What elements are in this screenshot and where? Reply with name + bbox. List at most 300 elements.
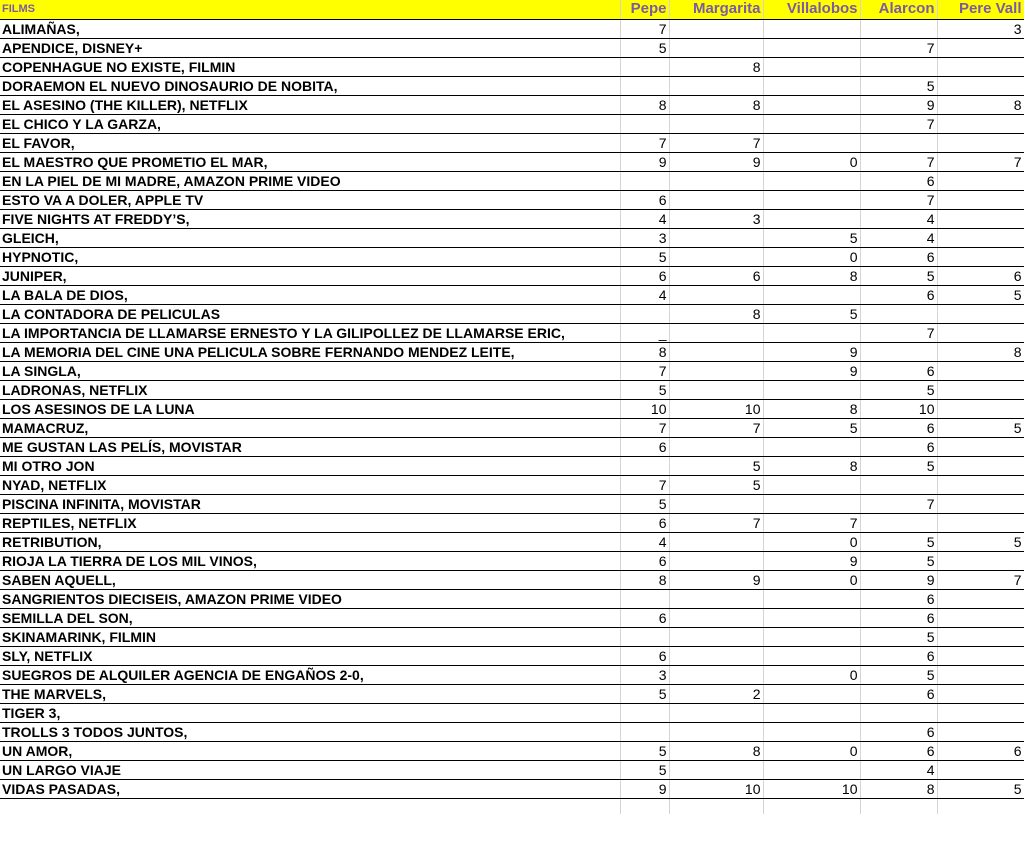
score-cell[interactable]: 9 (669, 570, 763, 589)
film-title-cell[interactable]: FIVE NIGHTS AT FREDDY’S, (0, 209, 620, 228)
film-title-cell[interactable]: VIDAS PASADAS, (0, 779, 620, 798)
score-cell[interactable] (669, 190, 763, 209)
score-cell[interactable]: 5 (937, 532, 1024, 551)
table-row (0, 19, 1024, 38)
score-cell[interactable] (669, 323, 763, 342)
table-row (0, 437, 1024, 456)
film-title-cell[interactable]: UN AMOR, (0, 741, 620, 760)
score-cell[interactable]: 3 (937, 19, 1024, 38)
score-cell[interactable] (763, 437, 860, 456)
table-row (0, 494, 1024, 513)
table-row (0, 266, 1024, 285)
score-cell[interactable] (620, 57, 669, 76)
score-cell[interactable]: 8 (763, 399, 860, 418)
score-cell[interactable]: 8 (669, 304, 763, 323)
score-cell[interactable]: 5 (860, 665, 937, 684)
film-title-cell[interactable]: LA IMPORTANCIA DE LLAMARSE ERNESTO Y LA GILIPOLLEZ DE LLAMARSE ERIC, (0, 323, 620, 342)
empty-cell[interactable] (937, 798, 1024, 814)
critic-header-pepe[interactable]: Pepe (620, 0, 669, 19)
score-cell[interactable]: 6 (620, 608, 669, 627)
score-cell[interactable] (620, 627, 669, 646)
score-cell[interactable] (937, 475, 1024, 494)
score-cell[interactable] (669, 665, 763, 684)
score-cell[interactable] (937, 589, 1024, 608)
score-cell[interactable] (937, 646, 1024, 665)
score-cell[interactable]: 6 (860, 646, 937, 665)
score-cell[interactable]: 8 (937, 342, 1024, 361)
score-cell[interactable]: 6 (860, 722, 937, 741)
score-cell[interactable] (620, 456, 669, 475)
score-cell[interactable] (763, 494, 860, 513)
score-cell[interactable] (763, 95, 860, 114)
score-cell[interactable] (669, 19, 763, 38)
table-row (0, 646, 1024, 665)
score-cell[interactable]: 5 (620, 684, 669, 703)
film-title-cell[interactable]: MI OTRO JON (0, 456, 620, 475)
film-title-cell[interactable]: EL MAESTRO QUE PROMETIO EL MAR, (0, 152, 620, 171)
score-cell[interactable]: 8 (620, 342, 669, 361)
film-title-cell[interactable]: EL ASESINO (THE KILLER), NETFLIX (0, 95, 620, 114)
empty-cell[interactable] (0, 798, 620, 814)
score-cell[interactable]: 8 (763, 266, 860, 285)
score-cell[interactable] (669, 760, 763, 779)
table-row (0, 209, 1024, 228)
score-cell[interactable] (763, 114, 860, 133)
score-cell[interactable]: 7 (620, 475, 669, 494)
score-cell[interactable]: 0 (763, 247, 860, 266)
score-cell[interactable] (937, 437, 1024, 456)
score-cell[interactable] (763, 684, 860, 703)
score-cell[interactable] (763, 380, 860, 399)
score-cell[interactable]: 7 (620, 19, 669, 38)
table-row (0, 323, 1024, 342)
score-cell[interactable]: 7 (860, 323, 937, 342)
score-cell[interactable]: 5 (620, 760, 669, 779)
score-cell[interactable]: 6 (937, 266, 1024, 285)
score-cell[interactable]: 4 (860, 209, 937, 228)
film-title-cell[interactable]: APENDICE, DISNEY+ (0, 38, 620, 57)
score-cell[interactable] (937, 323, 1024, 342)
table-row (0, 741, 1024, 760)
table-row (0, 456, 1024, 475)
score-cell[interactable]: 5 (860, 76, 937, 95)
score-cell[interactable]: 6 (860, 171, 937, 190)
score-cell[interactable] (937, 190, 1024, 209)
score-cell[interactable]: 3 (620, 665, 669, 684)
score-cell[interactable] (669, 437, 763, 456)
score-cell[interactable] (763, 38, 860, 57)
table-row (0, 228, 1024, 247)
film-title-cell[interactable]: SANGRIENTOS DIECISEIS, AMAZON PRIME VIDEO (0, 589, 620, 608)
table-row (0, 304, 1024, 323)
score-cell[interactable]: 4 (620, 285, 669, 304)
score-cell[interactable]: 7 (669, 513, 763, 532)
score-cell[interactable]: 4 (860, 228, 937, 247)
score-cell[interactable] (937, 684, 1024, 703)
score-cell[interactable]: 10 (763, 779, 860, 798)
empty-cell[interactable] (763, 798, 860, 814)
score-cell[interactable]: 6 (860, 589, 937, 608)
header-row (0, 0, 1024, 19)
film-title-cell[interactable]: HYPNOTIC, (0, 247, 620, 266)
score-cell[interactable]: 8 (669, 95, 763, 114)
score-cell[interactable] (620, 722, 669, 741)
score-cell[interactable]: 6 (860, 608, 937, 627)
film-title-cell[interactable]: LADRONAS, NETFLIX (0, 380, 620, 399)
table-row (0, 551, 1024, 570)
film-title-cell[interactable]: PISCINA INFINITA, MOVISTAR (0, 494, 620, 513)
score-cell[interactable]: 8 (620, 95, 669, 114)
score-cell[interactable] (937, 247, 1024, 266)
score-cell[interactable]: 5 (763, 304, 860, 323)
score-cell[interactable] (937, 551, 1024, 570)
film-title-cell[interactable]: EN LA PIEL DE MI MADRE, AMAZON PRIME VIDEO (0, 171, 620, 190)
table-row (0, 513, 1024, 532)
score-cell[interactable] (763, 209, 860, 228)
table-row (0, 532, 1024, 551)
empty-cell[interactable] (669, 798, 763, 814)
score-cell[interactable]: 9 (860, 570, 937, 589)
score-cell[interactable] (669, 76, 763, 95)
table-row (0, 114, 1024, 133)
score-cell[interactable] (860, 133, 937, 152)
score-cell[interactable]: 5 (620, 247, 669, 266)
score-cell[interactable] (669, 722, 763, 741)
score-cell[interactable]: 9 (620, 779, 669, 798)
score-cell[interactable] (937, 76, 1024, 95)
table-row (0, 152, 1024, 171)
score-cell[interactable]: 6 (620, 437, 669, 456)
score-cell[interactable]: 6 (937, 741, 1024, 760)
score-cell[interactable] (937, 627, 1024, 646)
score-cell[interactable]: 7 (669, 418, 763, 437)
score-cell[interactable]: 7 (620, 133, 669, 152)
score-cell[interactable] (937, 57, 1024, 76)
film-title-cell[interactable]: LA BALA DE DIOS, (0, 285, 620, 304)
score-cell[interactable] (669, 247, 763, 266)
score-cell[interactable]: 9 (860, 95, 937, 114)
score-cell[interactable] (669, 285, 763, 304)
score-cell[interactable] (620, 171, 669, 190)
score-cell[interactable]: 6 (620, 266, 669, 285)
score-cell[interactable]: 4 (620, 209, 669, 228)
film-title-cell[interactable]: SKINAMARINK, FILMIN (0, 627, 620, 646)
score-cell[interactable]: 4 (620, 532, 669, 551)
table-row (0, 38, 1024, 57)
table-row (0, 399, 1024, 418)
table-row (0, 722, 1024, 741)
score-cell[interactable]: 5 (860, 266, 937, 285)
score-cell[interactable] (669, 361, 763, 380)
score-cell[interactable] (937, 361, 1024, 380)
score-cell[interactable]: 5 (669, 456, 763, 475)
score-cell[interactable]: 7 (937, 570, 1024, 589)
score-cell[interactable]: 5 (937, 418, 1024, 437)
score-cell[interactable]: 6 (860, 361, 937, 380)
table-row (0, 665, 1024, 684)
table-row (0, 703, 1024, 722)
film-title-cell[interactable]: LA SINGLA, (0, 361, 620, 380)
score-cell[interactable] (669, 228, 763, 247)
table-row (0, 361, 1024, 380)
score-cell[interactable] (937, 304, 1024, 323)
table-row (0, 57, 1024, 76)
score-cell[interactable] (669, 171, 763, 190)
score-cell[interactable]: 5 (763, 228, 860, 247)
score-cell[interactable] (669, 646, 763, 665)
score-cell[interactable] (669, 380, 763, 399)
film-title-cell[interactable]: LOS ASESINOS DE LA LUNA (0, 399, 620, 418)
score-cell[interactable]: 7 (620, 361, 669, 380)
score-cell[interactable] (860, 513, 937, 532)
score-cell[interactable]: 5 (937, 285, 1024, 304)
score-cell[interactable]: 9 (669, 152, 763, 171)
score-cell[interactable] (860, 342, 937, 361)
score-cell[interactable]: 6 (860, 437, 937, 456)
score-cell[interactable] (763, 589, 860, 608)
score-cell[interactable]: 7 (860, 494, 937, 513)
film-title-cell[interactable]: SEMILLA DEL SON, (0, 608, 620, 627)
film-title-cell[interactable]: COPENHAGUE NO EXISTE, FILMIN (0, 57, 620, 76)
score-cell[interactable]: 7 (860, 38, 937, 57)
score-cell[interactable] (763, 722, 860, 741)
film-title-cell[interactable]: NYAD, NETFLIX (0, 475, 620, 494)
critic-header-villalobos[interactable]: Villalobos (763, 0, 860, 19)
score-cell[interactable]: 5 (620, 741, 669, 760)
score-cell[interactable] (620, 703, 669, 722)
score-cell[interactable]: 0 (763, 570, 860, 589)
score-cell[interactable]: 8 (763, 456, 860, 475)
film-title-cell[interactable]: SUEGROS DE ALQUILER AGENCIA DE ENGAÑOS 2-0, (0, 665, 620, 684)
score-cell[interactable]: 6 (860, 285, 937, 304)
score-cell[interactable] (669, 608, 763, 627)
table-row (0, 342, 1024, 361)
film-title-cell[interactable]: TIGER 3, (0, 703, 620, 722)
score-cell[interactable] (763, 190, 860, 209)
table-body (0, 19, 1024, 814)
film-title-cell[interactable]: DORAEMON EL NUEVO DINOSAURIO DE NOBITA, (0, 76, 620, 95)
score-cell[interactable] (669, 551, 763, 570)
score-cell[interactable]: 5 (860, 456, 937, 475)
score-cell[interactable]: 5 (937, 779, 1024, 798)
score-cell[interactable] (763, 646, 860, 665)
score-cell[interactable]: 5 (620, 494, 669, 513)
score-cell[interactable]: 5 (763, 418, 860, 437)
score-cell[interactable] (763, 760, 860, 779)
score-cell[interactable]: 8 (620, 570, 669, 589)
film-title-cell[interactable]: EL CHICO Y LA GARZA, (0, 114, 620, 133)
table-row (0, 190, 1024, 209)
table-row (0, 380, 1024, 399)
score-cell[interactable]: 9 (763, 361, 860, 380)
critic-header-margarita[interactable]: Margarita (669, 0, 763, 19)
score-cell[interactable] (937, 209, 1024, 228)
score-cell[interactable] (937, 665, 1024, 684)
table-row (0, 133, 1024, 152)
score-cell[interactable] (620, 114, 669, 133)
score-cell[interactable] (620, 304, 669, 323)
score-cell[interactable] (763, 285, 860, 304)
score-cell[interactable] (860, 19, 937, 38)
score-cell[interactable]: 0 (763, 665, 860, 684)
score-cell[interactable] (860, 304, 937, 323)
score-cell[interactable] (860, 703, 937, 722)
score-cell[interactable] (763, 703, 860, 722)
film-title-cell[interactable]: THE MARVELS, (0, 684, 620, 703)
film-title-cell[interactable]: SABEN AQUELL, (0, 570, 620, 589)
score-cell[interactable] (763, 627, 860, 646)
score-cell[interactable]: 9 (620, 152, 669, 171)
score-cell[interactable]: 6 (620, 646, 669, 665)
score-cell[interactable]: 7 (763, 513, 860, 532)
score-cell[interactable] (763, 76, 860, 95)
table-row (0, 285, 1024, 304)
score-cell[interactable] (620, 76, 669, 95)
table-row (0, 171, 1024, 190)
score-cell[interactable]: _ (620, 323, 669, 342)
film-title-cell[interactable]: REPTILES, NETFLIX (0, 513, 620, 532)
score-cell[interactable] (937, 703, 1024, 722)
score-cell[interactable] (669, 342, 763, 361)
films-header-cell[interactable]: FILMS (0, 0, 620, 19)
score-cell[interactable]: 9 (763, 551, 860, 570)
score-cell[interactable]: 5 (669, 475, 763, 494)
score-cell[interactable] (669, 589, 763, 608)
film-title-cell[interactable]: UN LARGO VIAJE (0, 760, 620, 779)
score-cell[interactable]: 6 (860, 741, 937, 760)
score-cell[interactable]: 2 (669, 684, 763, 703)
score-cell[interactable] (669, 494, 763, 513)
score-cell[interactable]: 5 (860, 380, 937, 399)
score-cell[interactable]: 8 (669, 57, 763, 76)
table-row (0, 76, 1024, 95)
score-cell[interactable]: 7 (860, 152, 937, 171)
score-cell[interactable]: 5 (620, 380, 669, 399)
critic-header-alarcon[interactable]: Alarcon (860, 0, 937, 19)
table-row (0, 475, 1024, 494)
film-title-cell[interactable]: LA CONTADORA DE PELICULAS (0, 304, 620, 323)
score-cell[interactable]: 6 (860, 247, 937, 266)
film-title-cell[interactable]: EL FAVOR, (0, 133, 620, 152)
film-title-cell[interactable]: RIOJA LA TIERRA DE LOS MIL VINOS, (0, 551, 620, 570)
empty-cell[interactable] (860, 798, 937, 814)
film-title-cell[interactable]: RETRIBUTION, (0, 532, 620, 551)
table-row (0, 247, 1024, 266)
score-cell[interactable] (669, 38, 763, 57)
score-cell[interactable] (763, 19, 860, 38)
score-cell[interactable] (937, 228, 1024, 247)
score-cell[interactable] (937, 760, 1024, 779)
score-cell[interactable]: 5 (620, 38, 669, 57)
score-cell[interactable]: 8 (937, 95, 1024, 114)
film-title-cell[interactable]: SLY, NETFLIX (0, 646, 620, 665)
score-cell[interactable]: 6 (669, 266, 763, 285)
score-cell[interactable]: 5 (860, 532, 937, 551)
score-cell[interactable] (937, 513, 1024, 532)
score-cell[interactable]: 10 (669, 779, 763, 798)
score-cell[interactable]: 0 (763, 741, 860, 760)
score-cell[interactable]: 7 (860, 114, 937, 133)
critic-header-pere-vall[interactable]: Pere Vall (937, 0, 1024, 19)
score-cell[interactable]: 6 (620, 513, 669, 532)
score-cell[interactable] (937, 38, 1024, 57)
table-row (0, 589, 1024, 608)
score-cell[interactable] (620, 589, 669, 608)
score-cell[interactable] (937, 133, 1024, 152)
score-cell[interactable]: 3 (669, 209, 763, 228)
score-cell[interactable]: 9 (763, 342, 860, 361)
score-cell[interactable]: 10 (669, 399, 763, 418)
score-cell[interactable] (937, 494, 1024, 513)
score-cell[interactable] (937, 399, 1024, 418)
table-row (0, 684, 1024, 703)
score-cell[interactable]: 6 (620, 551, 669, 570)
score-cell[interactable] (763, 608, 860, 627)
score-cell[interactable]: 0 (763, 532, 860, 551)
score-cell[interactable] (763, 475, 860, 494)
score-cell[interactable]: 6 (860, 418, 937, 437)
score-cell[interactable]: 10 (620, 399, 669, 418)
score-cell[interactable]: 10 (860, 399, 937, 418)
score-cell[interactable]: 7 (937, 152, 1024, 171)
score-cell[interactable] (860, 57, 937, 76)
score-cell[interactable] (669, 532, 763, 551)
score-cell[interactable]: 3 (620, 228, 669, 247)
film-title-cell[interactable]: JUNIPER, (0, 266, 620, 285)
score-cell[interactable]: 7 (620, 418, 669, 437)
score-cell[interactable] (937, 722, 1024, 741)
score-cell[interactable] (937, 608, 1024, 627)
score-cell[interactable] (860, 475, 937, 494)
score-cell[interactable] (763, 133, 860, 152)
score-cell[interactable] (763, 171, 860, 190)
film-title-cell[interactable]: ESTO VA A DOLER, APPLE TV (0, 190, 620, 209)
score-cell[interactable]: 4 (860, 760, 937, 779)
score-cell[interactable] (937, 380, 1024, 399)
score-cell[interactable] (763, 323, 860, 342)
table-row (0, 779, 1024, 798)
film-title-cell[interactable]: MAMACRUZ, (0, 418, 620, 437)
film-title-cell[interactable]: GLEICH, (0, 228, 620, 247)
empty-row (0, 798, 1024, 814)
table-row (0, 760, 1024, 779)
film-title-cell[interactable]: ALIMAÑAS, (0, 19, 620, 38)
score-cell[interactable]: 6 (620, 190, 669, 209)
score-cell[interactable] (669, 627, 763, 646)
score-cell[interactable] (937, 114, 1024, 133)
score-cell[interactable]: 0 (763, 152, 860, 171)
score-cell[interactable] (669, 114, 763, 133)
score-cell[interactable] (937, 456, 1024, 475)
score-cell[interactable]: 6 (860, 684, 937, 703)
film-title-cell[interactable]: LA MEMORIA DEL CINE UNA PELICULA SOBRE FERNANDO MENDEZ LEITE, (0, 342, 620, 361)
film-title-cell[interactable]: TROLLS 3 TODOS JUNTOS, (0, 722, 620, 741)
score-cell[interactable]: 7 (860, 190, 937, 209)
score-cell[interactable]: 7 (669, 133, 763, 152)
score-cell[interactable] (763, 57, 860, 76)
score-cell[interactable]: 5 (860, 551, 937, 570)
score-cell[interactable]: 8 (860, 779, 937, 798)
score-cell[interactable]: 8 (669, 741, 763, 760)
table-row (0, 95, 1024, 114)
score-cell[interactable]: 5 (860, 627, 937, 646)
table-row (0, 418, 1024, 437)
score-cell[interactable] (937, 171, 1024, 190)
film-title-cell[interactable]: ME GUSTAN LAS PELÍS, MOVISTAR (0, 437, 620, 456)
score-cell[interactable] (669, 703, 763, 722)
empty-cell[interactable] (620, 798, 669, 814)
table-row (0, 570, 1024, 589)
